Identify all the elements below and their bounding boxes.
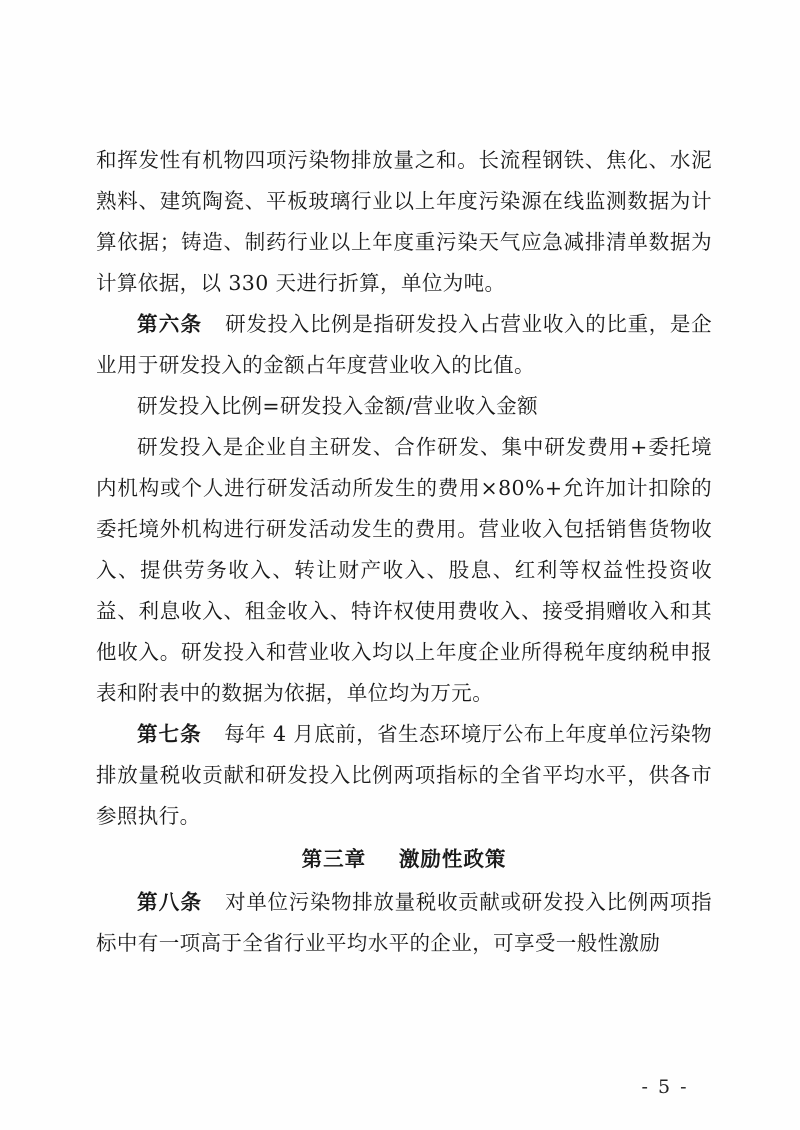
article-eight-text: 对单位污染物排放量税收贡献或研发投入比例两项指标中有一项高于全省行业平均水平的企业，可享受一般性激励 <box>96 890 713 955</box>
rd-definition-paragraph: 研发投入是企业自主研发、合作研发、集中研发费用+委托境内机构或个人进行研发活动所发生的费用×80%+允许加计扣除的委托境外机构进行研发活动发生的费用。营业收入包括销售货物收入、提供劳务收入、转让财产收入、股息、红利等权益性投资收益、利息收入、租金收入、特许权使用费收入、接受捐赠收入和其他收入。研发投入和营业收入均以上年度企业所得税年度纳税申报表和附表中的数据为依据，单位均为万元。 <box>96 435 712 705</box>
article-eight-number: 第八条 <box>137 890 203 914</box>
chapter-three-title: 激励性政策 <box>398 847 507 871</box>
article-six-text: 研发投入比例是指研发投入占营业收入的比重，是企业用于研发投入的金额占年度营业收入的比值。 <box>96 312 713 377</box>
article-seven-number: 第七条 <box>137 722 202 746</box>
article-seven-text: 每年 4 月底前，省生态环境厅公布上年度单位污染物排放量税收贡献和研发投入比例两项指标的全省平均水平，供各市参照执行。 <box>96 722 713 828</box>
article-seven <box>96 714 712 837</box>
chapter-three-heading <box>96 839 712 880</box>
paragraph-continuation: 和挥发性有机物四项污染物排放量之和。长流程钢铁、焦化、水泥熟料、建筑陶瓷、平板玻璃行业以上年度污染源在线监测数据为计算依据；铸造、制药行业以上年度重污染天气应急减排清单数据为计算依据，以 330 天进行折算，单位为吨。 <box>96 148 712 295</box>
page-number: - 5 - <box>641 1076 689 1098</box>
article-six-number: 第六条 <box>137 312 203 336</box>
chapter-three-number: 第三章 <box>301 847 367 871</box>
document-body <box>96 140 712 964</box>
formula-line: 研发投入比例=研发投入金额/营业收入金额 <box>137 394 539 418</box>
page-footer <box>0 1076 800 1098</box>
article-eight <box>96 882 712 964</box>
article-six <box>96 304 712 386</box>
